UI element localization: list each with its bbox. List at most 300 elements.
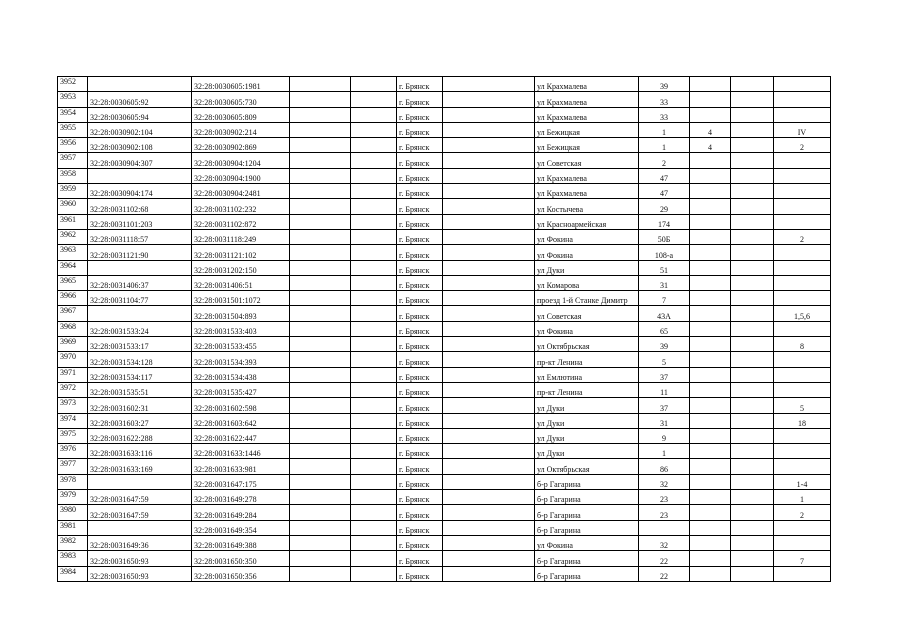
apartment-number-cell: IV [774, 122, 831, 137]
empty-column-4-cell [290, 153, 351, 168]
row-number-cell: 3980 [58, 505, 88, 520]
row-number-cell: 3953 [58, 92, 88, 107]
table-row [58, 153, 831, 168]
city-cell: г. Брянск [397, 428, 443, 443]
empty-column-5-cell [351, 199, 397, 214]
empty-column-4-cell [290, 413, 351, 428]
table-row [58, 413, 831, 428]
apartment-number-cell [774, 535, 831, 550]
old-cadastral-number-cell: 32:28:0031647:59 [88, 490, 192, 505]
empty-column-7-cell [443, 505, 535, 520]
street-cell: ул Дуки [535, 413, 639, 428]
empty-column-7-cell [443, 260, 535, 275]
house-number-cell: 51 [639, 260, 690, 275]
street-cell: ул Фокина [535, 321, 639, 336]
table-row [58, 260, 831, 275]
empty-column-7-cell [443, 551, 535, 566]
street-cell: б-р Гагарина [535, 551, 639, 566]
empty-column-7-cell [443, 107, 535, 122]
old-cadastral-number-cell: 32:28:0031650:93 [88, 551, 192, 566]
city-cell: г. Брянск [397, 566, 443, 581]
cadastral-number-cell: 32:28:0031622:447 [192, 428, 290, 443]
empty-column-11-cell [731, 153, 774, 168]
apartment-number-cell: 1,5,6 [774, 306, 831, 321]
empty-column-11-cell [731, 168, 774, 183]
empty-column-4-cell [290, 505, 351, 520]
building-number-cell [690, 444, 731, 459]
empty-column-11-cell [731, 505, 774, 520]
cadastral-number-cell: 32:28:0030605:809 [192, 107, 290, 122]
empty-column-11-cell [731, 184, 774, 199]
house-number-cell: 29 [639, 199, 690, 214]
street-cell: ул Емлютина [535, 367, 639, 382]
building-number-cell [690, 199, 731, 214]
house-number-cell: 65 [639, 321, 690, 336]
house-number-cell: 37 [639, 398, 690, 413]
table-row [58, 275, 831, 290]
table-row [58, 398, 831, 413]
table-row [58, 184, 831, 199]
apartment-number-cell: 5 [774, 398, 831, 413]
city-cell: г. Брянск [397, 382, 443, 397]
empty-column-7-cell [443, 337, 535, 352]
empty-column-5-cell [351, 122, 397, 137]
apartment-number-cell [774, 184, 831, 199]
old-cadastral-number-cell: 32:28:0031534:128 [88, 352, 192, 367]
table-row [58, 474, 831, 489]
cadastral-number-cell: 32:28:0031534:393 [192, 352, 290, 367]
city-cell: г. Брянск [397, 138, 443, 153]
empty-column-4-cell [290, 398, 351, 413]
cadastral-number-cell: 32:28:0031650:356 [192, 566, 290, 581]
empty-column-4-cell [290, 199, 351, 214]
empty-column-11-cell [731, 138, 774, 153]
house-number-cell: 2 [639, 153, 690, 168]
table-row [58, 199, 831, 214]
cadastral-number-cell: 32:28:0031504:893 [192, 306, 290, 321]
empty-column-4-cell [290, 229, 351, 244]
row-number-cell: 3964 [58, 260, 88, 275]
empty-column-7-cell [443, 214, 535, 229]
empty-column-5-cell [351, 275, 397, 290]
table-row [58, 214, 831, 229]
city-cell: г. Брянск [397, 122, 443, 137]
old-cadastral-number-cell: 32:28:0031535:51 [88, 382, 192, 397]
cadastral-number-cell: 32:28:0031535:427 [192, 382, 290, 397]
old-cadastral-number-cell: 32:28:0031633:116 [88, 444, 192, 459]
house-number-cell: 9 [639, 428, 690, 443]
apartment-number-cell [774, 321, 831, 336]
empty-column-7-cell [443, 122, 535, 137]
building-number-cell [690, 107, 731, 122]
empty-column-5-cell [351, 337, 397, 352]
street-cell: ул Крахмалева [535, 77, 639, 92]
empty-column-7-cell [443, 138, 535, 153]
empty-column-7-cell [443, 444, 535, 459]
street-cell: ул Советская [535, 153, 639, 168]
row-number-cell: 3960 [58, 199, 88, 214]
empty-column-7-cell [443, 459, 535, 474]
empty-column-11-cell [731, 551, 774, 566]
row-number-cell: 3967 [58, 306, 88, 321]
row-number-cell: 3970 [58, 352, 88, 367]
empty-column-11-cell [731, 459, 774, 474]
empty-column-5-cell [351, 229, 397, 244]
old-cadastral-number-cell: 32:28:0030605:92 [88, 92, 192, 107]
empty-column-5-cell [351, 398, 397, 413]
empty-column-5-cell [351, 107, 397, 122]
house-number-cell: 174 [639, 214, 690, 229]
city-cell: г. Брянск [397, 367, 443, 382]
house-number-cell: 5 [639, 352, 690, 367]
row-number-cell: 3957 [58, 153, 88, 168]
empty-column-5-cell [351, 382, 397, 397]
street-cell: ул Фокина [535, 245, 639, 260]
empty-column-5-cell [351, 184, 397, 199]
empty-column-5-cell [351, 168, 397, 183]
empty-column-11-cell [731, 520, 774, 535]
old-cadastral-number-cell: 32:28:0031533:24 [88, 321, 192, 336]
empty-column-5-cell [351, 535, 397, 550]
table-body [58, 77, 831, 582]
building-number-cell [690, 214, 731, 229]
empty-column-7-cell [443, 566, 535, 581]
empty-column-5-cell [351, 214, 397, 229]
empty-column-4-cell [290, 168, 351, 183]
empty-column-11-cell [731, 291, 774, 306]
empty-column-4-cell [290, 535, 351, 550]
empty-column-7-cell [443, 92, 535, 107]
building-number-cell [690, 229, 731, 244]
building-number-cell [690, 260, 731, 275]
empty-column-11-cell [731, 367, 774, 382]
building-number-cell [690, 306, 731, 321]
empty-column-7-cell [443, 153, 535, 168]
table-row [58, 138, 831, 153]
street-cell: ул Бежицкая [535, 122, 639, 137]
table-row [58, 428, 831, 443]
empty-column-11-cell [731, 107, 774, 122]
building-number-cell [690, 459, 731, 474]
old-cadastral-number-cell: 32:28:0030902:104 [88, 122, 192, 137]
row-number-cell: 3968 [58, 321, 88, 336]
apartment-number-cell [774, 291, 831, 306]
house-number-cell: 50Б [639, 229, 690, 244]
old-cadastral-number-cell [88, 474, 192, 489]
cadastral-number-cell: 32:28:0031649:354 [192, 520, 290, 535]
old-cadastral-number-cell: 32:28:0030904:174 [88, 184, 192, 199]
street-cell: ул Красноармейская [535, 214, 639, 229]
city-cell: г. Брянск [397, 291, 443, 306]
cadastral-number-cell: 32:28:0031102:872 [192, 214, 290, 229]
empty-column-5-cell [351, 490, 397, 505]
row-number-cell: 3974 [58, 413, 88, 428]
old-cadastral-number-cell: 32:28:0030902:108 [88, 138, 192, 153]
empty-column-7-cell [443, 428, 535, 443]
city-cell: г. Брянск [397, 229, 443, 244]
apartment-number-cell [774, 168, 831, 183]
table-row [58, 306, 831, 321]
empty-column-7-cell [443, 413, 535, 428]
house-number-cell: 39 [639, 77, 690, 92]
empty-column-4-cell [290, 275, 351, 290]
cadastral-number-cell: 32:28:0030904:1204 [192, 153, 290, 168]
empty-column-11-cell [731, 566, 774, 581]
house-number-cell: 23 [639, 490, 690, 505]
house-number-cell: 43А [639, 306, 690, 321]
cadastral-number-cell: 32:28:0030902:869 [192, 138, 290, 153]
empty-column-7-cell [443, 520, 535, 535]
house-number-cell: 22 [639, 551, 690, 566]
old-cadastral-number-cell: 32:28:0031533:17 [88, 337, 192, 352]
city-cell: г. Брянск [397, 306, 443, 321]
apartment-number-cell [774, 520, 831, 535]
street-cell: ул Дуки [535, 428, 639, 443]
street-cell: проезд 1-й Станке Димитр [535, 291, 639, 306]
empty-column-7-cell [443, 352, 535, 367]
table-row [58, 168, 831, 183]
house-number-cell: 86 [639, 459, 690, 474]
empty-column-5-cell [351, 321, 397, 336]
apartment-number-cell: 7 [774, 551, 831, 566]
street-cell: пр-кт Ленина [535, 382, 639, 397]
old-cadastral-number-cell: 32:28:0031101:203 [88, 214, 192, 229]
city-cell: г. Брянск [397, 153, 443, 168]
row-number-cell: 3978 [58, 474, 88, 489]
cadastral-number-cell: 32:28:0031649:278 [192, 490, 290, 505]
empty-column-4-cell [290, 352, 351, 367]
cadastral-number-cell: 32:28:0030904:2481 [192, 184, 290, 199]
building-number-cell [690, 245, 731, 260]
house-number-cell: 32 [639, 474, 690, 489]
building-number-cell [690, 490, 731, 505]
apartment-number-cell [774, 260, 831, 275]
street-cell: б-р Гагарина [535, 520, 639, 535]
cadastral-number-cell: 32:28:0031633:1446 [192, 444, 290, 459]
city-cell: г. Брянск [397, 214, 443, 229]
empty-column-5-cell [351, 291, 397, 306]
empty-column-7-cell [443, 168, 535, 183]
apartment-number-cell: 2 [774, 138, 831, 153]
empty-column-11-cell [731, 214, 774, 229]
table-row [58, 551, 831, 566]
building-number-cell [690, 352, 731, 367]
house-number-cell: 11 [639, 382, 690, 397]
house-number-cell: 37 [639, 367, 690, 382]
apartment-number-cell [774, 382, 831, 397]
cadastral-number-cell: 32:28:0030904:1900 [192, 168, 290, 183]
house-number-cell: 108-а [639, 245, 690, 260]
row-number-cell: 3973 [58, 398, 88, 413]
cadastral-number-cell: 32:28:0031501:1072 [192, 291, 290, 306]
street-cell: ул Комарова [535, 275, 639, 290]
building-number-cell [690, 168, 731, 183]
empty-column-5-cell [351, 566, 397, 581]
building-number-cell [690, 367, 731, 382]
building-number-cell [690, 275, 731, 290]
empty-column-4-cell [290, 77, 351, 92]
old-cadastral-number-cell [88, 77, 192, 92]
table-row [58, 77, 831, 92]
empty-column-11-cell [731, 444, 774, 459]
building-number-cell [690, 566, 731, 581]
empty-column-7-cell [443, 77, 535, 92]
city-cell: г. Брянск [397, 321, 443, 336]
row-number-cell: 3983 [58, 551, 88, 566]
row-number-cell: 3982 [58, 535, 88, 550]
cadastral-number-cell: 32:28:0031649:284 [192, 505, 290, 520]
empty-column-5-cell [351, 153, 397, 168]
empty-column-5-cell [351, 551, 397, 566]
row-number-cell: 3984 [58, 566, 88, 581]
apartment-number-cell: 8 [774, 337, 831, 352]
old-cadastral-number-cell: 32:28:0031102:68 [88, 199, 192, 214]
empty-column-7-cell [443, 245, 535, 260]
row-number-cell: 3976 [58, 444, 88, 459]
empty-column-7-cell [443, 184, 535, 199]
empty-column-11-cell [731, 428, 774, 443]
empty-column-7-cell [443, 535, 535, 550]
empty-column-5-cell [351, 505, 397, 520]
empty-column-7-cell [443, 382, 535, 397]
empty-column-4-cell [290, 184, 351, 199]
street-cell: б-р Гагарина [535, 490, 639, 505]
apartment-number-cell [774, 77, 831, 92]
empty-column-7-cell [443, 275, 535, 290]
city-cell: г. Брянск [397, 184, 443, 199]
table-row [58, 505, 831, 520]
empty-column-11-cell [731, 337, 774, 352]
table-row [58, 92, 831, 107]
building-number-cell [690, 428, 731, 443]
street-cell: б-р Гагарина [535, 474, 639, 489]
empty-column-7-cell [443, 398, 535, 413]
apartment-number-cell [774, 352, 831, 367]
street-cell: ул Дуки [535, 398, 639, 413]
row-number-cell: 3979 [58, 490, 88, 505]
empty-column-4-cell [290, 382, 351, 397]
row-number-cell: 3962 [58, 229, 88, 244]
empty-column-5-cell [351, 245, 397, 260]
old-cadastral-number-cell: 32:28:0030605:94 [88, 107, 192, 122]
table-row [58, 520, 831, 535]
row-number-cell: 3963 [58, 245, 88, 260]
city-cell: г. Брянск [397, 398, 443, 413]
city-cell: г. Брянск [397, 260, 443, 275]
city-cell: г. Брянск [397, 77, 443, 92]
old-cadastral-number-cell: 32:28:0031647:59 [88, 505, 192, 520]
row-number-cell: 3965 [58, 275, 88, 290]
street-cell: ул Октябрьская [535, 337, 639, 352]
building-number-cell [690, 92, 731, 107]
old-cadastral-number-cell [88, 520, 192, 535]
street-cell: ул Дуки [535, 444, 639, 459]
row-number-cell: 3954 [58, 107, 88, 122]
cadastral-number-cell: 32:28:0031602:598 [192, 398, 290, 413]
table-row [58, 122, 831, 137]
empty-column-4-cell [290, 245, 351, 260]
empty-column-5-cell [351, 306, 397, 321]
building-number-cell [690, 321, 731, 336]
empty-column-4-cell [290, 260, 351, 275]
row-number-cell: 3958 [58, 168, 88, 183]
street-cell: ул Бежицкая [535, 138, 639, 153]
building-number-cell [690, 77, 731, 92]
cadastral-number-cell: 32:28:0030605:730 [192, 92, 290, 107]
old-cadastral-number-cell [88, 306, 192, 321]
old-cadastral-number-cell: 32:28:0031633:169 [88, 459, 192, 474]
empty-column-5-cell [351, 428, 397, 443]
empty-column-4-cell [290, 92, 351, 107]
cadastral-number-cell: 32:28:0031406:51 [192, 275, 290, 290]
house-number-cell: 33 [639, 92, 690, 107]
old-cadastral-number-cell: 32:28:0031104:77 [88, 291, 192, 306]
table-row [58, 229, 831, 244]
building-number-cell: 4 [690, 122, 731, 137]
table-row [58, 321, 831, 336]
city-cell: г. Брянск [397, 505, 443, 520]
row-number-cell: 3961 [58, 214, 88, 229]
house-number-cell: 23 [639, 505, 690, 520]
cadastral-number-cell: 32:28:0031650:350 [192, 551, 290, 566]
city-cell: г. Брянск [397, 459, 443, 474]
empty-column-11-cell [731, 535, 774, 550]
apartment-number-cell [774, 275, 831, 290]
cadastral-number-cell: 32:28:0031633:981 [192, 459, 290, 474]
house-number-cell: 1 [639, 444, 690, 459]
house-number-cell: 7 [639, 291, 690, 306]
row-number-cell: 3971 [58, 367, 88, 382]
empty-column-11-cell [731, 122, 774, 137]
building-number-cell: 4 [690, 138, 731, 153]
apartment-number-cell: 18 [774, 413, 831, 428]
cadastral-number-cell: 32:28:0031533:455 [192, 337, 290, 352]
empty-column-4-cell [290, 107, 351, 122]
building-number-cell [690, 535, 731, 550]
city-cell: г. Брянск [397, 199, 443, 214]
empty-column-11-cell [731, 398, 774, 413]
empty-column-5-cell [351, 474, 397, 489]
city-cell: г. Брянск [397, 535, 443, 550]
old-cadastral-number-cell: 32:28:0031534:117 [88, 367, 192, 382]
apartment-number-cell: 1 [774, 490, 831, 505]
empty-column-11-cell [731, 306, 774, 321]
city-cell: г. Брянск [397, 413, 443, 428]
old-cadastral-number-cell: 32:28:0031121:90 [88, 245, 192, 260]
city-cell: г. Брянск [397, 168, 443, 183]
table-row [58, 444, 831, 459]
house-number-cell: 31 [639, 413, 690, 428]
street-cell: ул Дуки [535, 260, 639, 275]
row-number-cell: 3956 [58, 138, 88, 153]
city-cell: г. Брянск [397, 352, 443, 367]
house-number-cell: 31 [639, 275, 690, 290]
row-number-cell: 3959 [58, 184, 88, 199]
street-cell: ул Крахмалева [535, 92, 639, 107]
street-cell: ул Крахмалева [535, 107, 639, 122]
house-number-cell: 47 [639, 184, 690, 199]
apartment-number-cell [774, 566, 831, 581]
table-row [58, 291, 831, 306]
table-row [58, 490, 831, 505]
table-row [58, 107, 831, 122]
street-cell: ул Костычева [535, 199, 639, 214]
city-cell: г. Брянск [397, 92, 443, 107]
empty-column-7-cell [443, 291, 535, 306]
cadastral-number-cell: 32:28:0031102:232 [192, 199, 290, 214]
house-number-cell: 39 [639, 337, 690, 352]
row-number-cell: 3972 [58, 382, 88, 397]
